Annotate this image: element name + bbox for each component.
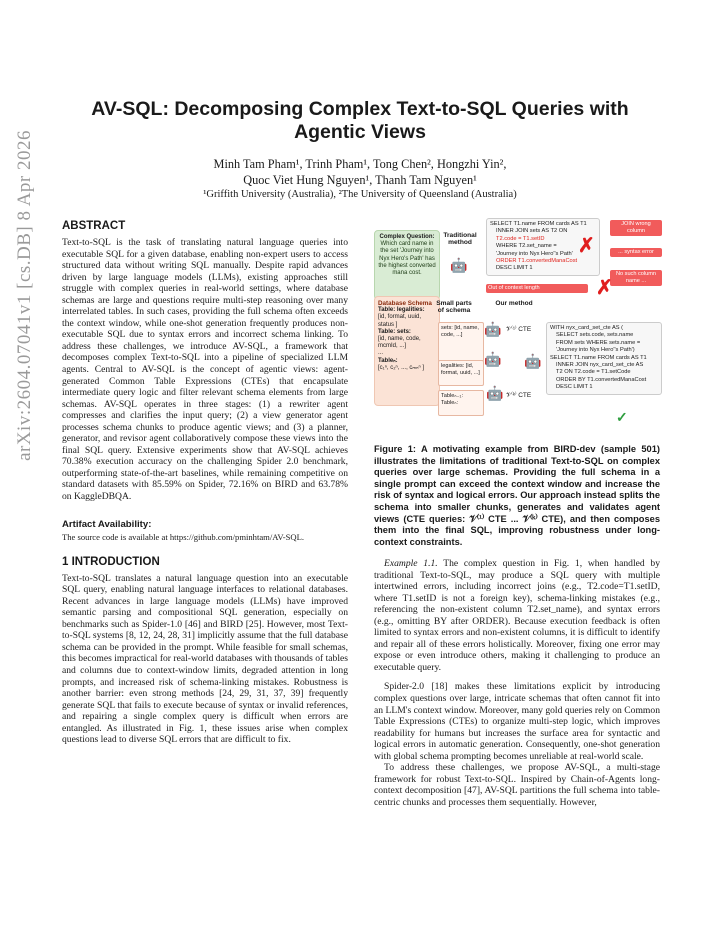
- sql-line: INNER JOIN sets AS T2 ON: [496, 228, 568, 235]
- authors: [120, 156, 600, 188]
- small-parts-label: Small parts of schema: [436, 300, 472, 315]
- intro-heading: 1 INTRODUCTION: [62, 555, 160, 568]
- cte-label-k: 𝒱⁽ᵏ⁾ CTE: [506, 392, 532, 399]
- error-cross-icon: ✗: [596, 277, 613, 299]
- sql-line: 'Journey into Nyx Hero''s Path'): [556, 347, 635, 354]
- complex-question-box: [374, 230, 440, 300]
- sql-line: WITH nyx_card_set_cte AS (: [550, 325, 624, 331]
- example-text: The complex question in Fig. 1, when handled by traditional Text-to-SQL, may produce a SQL query with multiple intertwined errors, including incorrect joins (e.g., T2.code=T1.setID, where T1.setID is not a foreign key), schema-linking mistakes (e.g., referencing the non-existent column T2.set_name), and syntax errors (e.g., omitting BY after ORDER). Because execution feedback is often limited to syntax errors and non-existent columns, it is difficult to identify and repair all of these errors holistically. Moreover, fixing one error may expose or even introduce others, making it challenging to produce an executable query.: [374, 558, 660, 673]
- artifact-text: The source code is available at https://github.com/pminhtam/AV-SQL.: [62, 531, 305, 542]
- check-icon: ✓: [616, 411, 628, 426]
- our-sql-box: [546, 322, 662, 395]
- schema-line: ...: [378, 350, 384, 357]
- cte-label-1: 𝒱⁽¹⁾ CTE: [506, 326, 532, 333]
- left-column: [62, 220, 348, 746]
- authors-line-1: Minh Tam Pham¹, Trinh Pham¹, Tong Chen², Hongzhi Yin²,: [213, 157, 507, 171]
- authors-line-2: Quoc Viet Hung Nguyen¹, Thanh Tam Nguyen¹: [243, 173, 477, 187]
- figure-caption-block: [374, 444, 660, 548]
- example-paragraph: [374, 558, 660, 673]
- sql-line: DESC LIMIT 1: [556, 384, 593, 391]
- sql-line: ORDER BY T1.convertedManaCost: [556, 376, 647, 383]
- sql-line: T2.code = T1.setID: [496, 235, 545, 242]
- abstract-heading: ABSTRACT: [62, 220, 126, 232]
- robot-icon: 🤖: [484, 353, 502, 368]
- error-no-column-badge: No such column name ...: [610, 270, 662, 286]
- question-text: Which card name in the set 'Journey into Nyx Hero's Path' has the highest converted mana cost.: [378, 241, 436, 277]
- sql-line: WHERE T2.set_name =: [496, 243, 557, 250]
- schema-line: Table: legalities:: [378, 307, 425, 314]
- robot-icon: 🤖: [524, 355, 542, 370]
- spider-paragraph: Spider-2.0 [18] makes these limitations explicit by introducing complex questions over large, intricate schemas that often cannot fit into an LLM's context window. Moreover, many gold queries rely on Common Table Expressions (CTEs) to organize multi-step logic, which improves readability for humans but increases the surface area for syntactic and logical errors in automatic generation. Consequently, one-shot generation with global schema prompting becomes unreliable at real-world scale.: [374, 681, 660, 762]
- error-syntax-badge: ... syntax error: [610, 248, 662, 257]
- sql-line: SELECT T1.name FROM cards AS T1: [490, 221, 587, 227]
- schema-line: Tableₙ:: [378, 357, 398, 364]
- sql-line: ORDER T1.convertedManaCost: [496, 258, 578, 265]
- schema-line: [c₁ⁿ, c₂ⁿ, ..., cₘₙⁿ ]: [378, 364, 425, 371]
- robot-icon: 🤖: [486, 387, 504, 402]
- error-join-badge: JOIN wrong column: [610, 220, 662, 236]
- paper-title: AV-SQL: Decomposing Complex Text-to-SQL Queries with Agentic Views: [91, 98, 629, 143]
- sql-line: SELECT T1.name FROM cards AS T1: [550, 354, 647, 361]
- schema-chunk-tables: [438, 390, 484, 416]
- figure-caption: Figure 1: A motivating example from BIRD-dev (sample 501) illustrates the limitations of traditional Text-to-SQL on complex queries over large schemas. Providing the full schema in a single prompt can exceed the context window and increase the risk of syntax and logical errors. Our approach instead splits the schema into smaller chunks, generates and validates agent views (CTE queries: 𝒱⁽¹⁾ CTE ... 𝒱⁽ᵏ⁾ CTE), and then composes them into the final SQL, improving robustness under long-context constraints.: [374, 444, 660, 547]
- error-cross-icon: ✗: [578, 235, 595, 257]
- robot-icon: 🤖: [484, 323, 502, 338]
- schema-chunk-legalities: legalities: [id, format, uuid, ...]: [438, 360, 484, 386]
- schema-line: [id, format, uuid, status ]: [378, 314, 422, 328]
- abstract-text: Text-to-SQL is the task of translating natural language queries into executable SQL for a given database, enabling non-expert users to access structured data without writing SQL manually. Despite rapid advances driven by large language models (LLMs), existing approaches still struggle with complex queries in real-world settings, where database schemas are large and questions require multi-step reasoning over many interrelated tables. In such cases, providing the full schema often exceeds the context window, while one-shot generation frequently produces non-executable SQL due to syntax errors and incorrect schema linking. To address these challenges, we introduce AV-SQL, a framework that decomposes complex Text-to-SQL into a pipeline of specialized LLM agents. Central to AV-SQL is the concept of agentic views: agent-generated Common Table Expressions (CTEs) that encapsulate intermediate query logic and filter relevant schema elements from large schemas. AV-SQL operates in three stages: (1) a rewriter agent compresses and clarifies the input query; (2) a view generator agent processes schema chunks to produce agentic views; and (3) a planner, generator, and revisor agent collaboratively compose these views into the final SQL query. Extensive experiments show that AV-SQL achieves 70.38% execution accuracy on the challenging Spider 2.0 benchmark, outperforming state-of-the-art baselines, while remaining competitive on standard datasets with 85.59% on Spider, 72.16% on BIRD and 63.78% on KaggleDBQA.: [62, 237, 348, 503]
- schema-chunk-sets: sets: [id, name, code, ...]: [438, 322, 484, 362]
- database-schema-box: [374, 296, 440, 406]
- sql-line: SELECT sets.code, sets.name: [556, 332, 634, 339]
- figure-1: [374, 214, 660, 434]
- right-column-text: [374, 558, 660, 808]
- robot-icon: 🤖: [450, 259, 468, 274]
- our-method-label: Our method: [495, 300, 533, 307]
- address-paragraph: To address these challenges, we propose AV-SQL, a multi-stage framework for robust Text-to-SQL. Inspired by Chain-of-Agents long-context decomposition [47], AV-SQL partitions the full schema into table-centric chunks and processes them sequentially. However,: [374, 762, 660, 808]
- sql-line: T2 ON T2.code = T1.setCode: [556, 369, 631, 376]
- question-title: Complex Question:: [379, 234, 435, 240]
- sql-line: INNER JOIN nyx_card_set_cte AS: [556, 362, 644, 369]
- schema-line: Table: sets:: [378, 328, 411, 335]
- sql-line: 'Journey into Nyx Hero''s Path': [496, 250, 573, 257]
- intro-text: Text-to-SQL translates a natural language question into an executable SQL query, enabling natural language interfaces to relational databases. Recent advances in large language models (LLMs) have improved semantic parsing and compositional SQL generation, especially on benchmarks such as Spider-1.0 [46] and BIRD [25]. However, most Text-to-SQL systems [8, 12, 24, 28, 31] implicitly assume that the full database schema can be provided in the prompt. While feasible for small schemas, this becomes impractical for real-world databases with thousands of tables and columns due to context-window limits, degraded attention in long prompts, and increased risk of schema-linking mistakes. Robustness is another barrier: even strong methods [24, 29, 31, 37, 39] frequently generate SQL that fails to execute because of syntax or invalid references, and repairing a single complex query is difficult when errors are entangled. As illustrated in Fig. 1, these issues arise when complex questions lead to diverse SQL errors that are difficult to fix.: [62, 572, 348, 746]
- artifact-heading: Artifact Availability:: [62, 518, 152, 530]
- arxiv-stamp: arXiv:2604.07041v1 [cs.DB] 8 Apr 2026: [14, 130, 35, 461]
- sql-line: DESC LIMIT 1: [496, 265, 533, 272]
- error-context-badge: Out of context length: [486, 284, 588, 293]
- sql-line: FROM sets WHERE sets.name =: [556, 339, 641, 346]
- schema-title: Database Schema: [378, 300, 432, 307]
- schema-line: [id, name, code, mcmId, ...]: [378, 336, 421, 350]
- chunk-table-line: Tableₙ₋₁:: [441, 393, 463, 399]
- example-label: Example 1.1.: [384, 558, 438, 569]
- chunk-table-line: Tableₙ:: [441, 399, 459, 406]
- traditional-method-label: Traditional method: [443, 232, 477, 247]
- affiliations: ¹Griffith University (Australia), ²The University of Queensland (Australia): [203, 189, 517, 200]
